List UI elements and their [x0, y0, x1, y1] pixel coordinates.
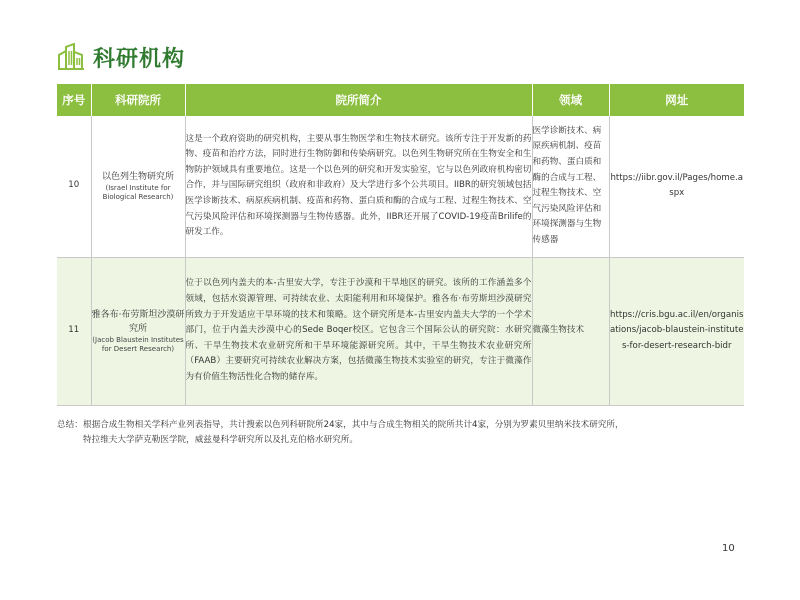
- research-institutes-table: [57, 84, 744, 406]
- institute-name-zh: 以色列生物研究所: [101, 172, 174, 183]
- institute-name-cell: [91, 116, 185, 257]
- institute-name-en: (Israel Institute for Biological Research): [102, 184, 174, 202]
- institute-name-en: (Jacob Blaustein Institutes for Desert Research): [92, 336, 184, 353]
- column-header-institute: 科研院所: [91, 84, 185, 116]
- institute-name-cell: [91, 257, 185, 405]
- row-number: 10: [57, 116, 91, 257]
- table-row: [57, 257, 744, 405]
- column-header-url: 网址: [609, 84, 744, 116]
- institute-url[interactable]: https://cris.bgu.ac.il/en/organisations/jacob-blaustein-institutes-for-desert-research-bidr: [609, 257, 744, 405]
- summary-text-1: 根据合成生物相关学科产业列表指导，共计搜索以色列科研院所24家，其中与合成生物相关的院所共计4家，分别为罗素贝里纳米技术研究所，: [83, 420, 624, 430]
- institute-field: 医学诊断技术、病原疾病机制、疫苗和药物、蛋白质和酶的合成与工程、过程生物技术、空气污染风险评估和环境探测器与生物传感器: [532, 116, 609, 257]
- institute-intro: 这是一个政府资助的研究机构，主要从事生物医学和生物技术研究。该所专注于开发新的药物、疫苗和治疗方法，同时进行生物防御和传染病研究。以色列生物研究所在生物安全和生物防护领域具有重要地位。这是一个以色列的研究和开发实验室，它与以色列政府机构密切合作，并与国际研究组织（政府和非政府）及大学进行多个公共项目。IIBR的研究领域包括医学诊断技术、病原疾病机制、疫苗和药物、蛋白质和酶的合成与工程、过程生物技术、空气污染风险评估和环境探测器与生物传感器。此外，IIBR还开展了COVID-19疫苗Brilife的研发工作。: [185, 116, 532, 257]
- table-header-row: [57, 84, 744, 116]
- summary-line-1: [57, 418, 757, 433]
- institute-intro: 位于以色列内盖夫的本-古里安大学，专注于沙漠和干旱地区的研究。该所的工作涵盖多个领域，包括水资源管理、可持续农业、太阳能利用和环境保护。雅各布·布劳斯坦沙漠研究所致力于开发适应干旱环境的技术和策略。这个研究所是本-古里安内盖夫大学的一个学术部门，位于内盖夫沙漠中心的Sede Boqer校区。它包含三个国际公认的研究院：水研究所、干旱生物技术农业研究所和干旱环境能源研究所。其中，干旱生物技术农业研究所（FAAB）主要研究可持续农业解决方案，包括微藻生物技术实验室的研究，专注于微藻作为有价值生物活性化合物的储存库。: [185, 257, 532, 405]
- institute-name-zh: 雅各布·布劳斯坦沙漠研究所: [91, 310, 185, 334]
- page-header: [57, 40, 185, 74]
- summary: [57, 418, 757, 448]
- summary-label: 总结：: [57, 420, 83, 430]
- column-header-intro: 院所简介: [185, 84, 532, 116]
- row-number: 11: [57, 257, 91, 405]
- column-header-no: 序号: [57, 84, 91, 116]
- summary-text-2: 特拉维夫大学萨克勒医学院，威兹曼科学研究所以及扎克伯格水研究所。: [83, 435, 359, 445]
- institute-field: 微藻生物技术: [532, 257, 609, 405]
- page-title: 科研机构: [93, 46, 186, 72]
- column-header-field: 领域: [532, 84, 609, 116]
- institute-url[interactable]: https://iibr.gov.il/Pages/home.aspx: [609, 116, 744, 257]
- table-row: [57, 116, 744, 257]
- building-icon: [57, 43, 85, 71]
- page-number: 10: [722, 543, 735, 554]
